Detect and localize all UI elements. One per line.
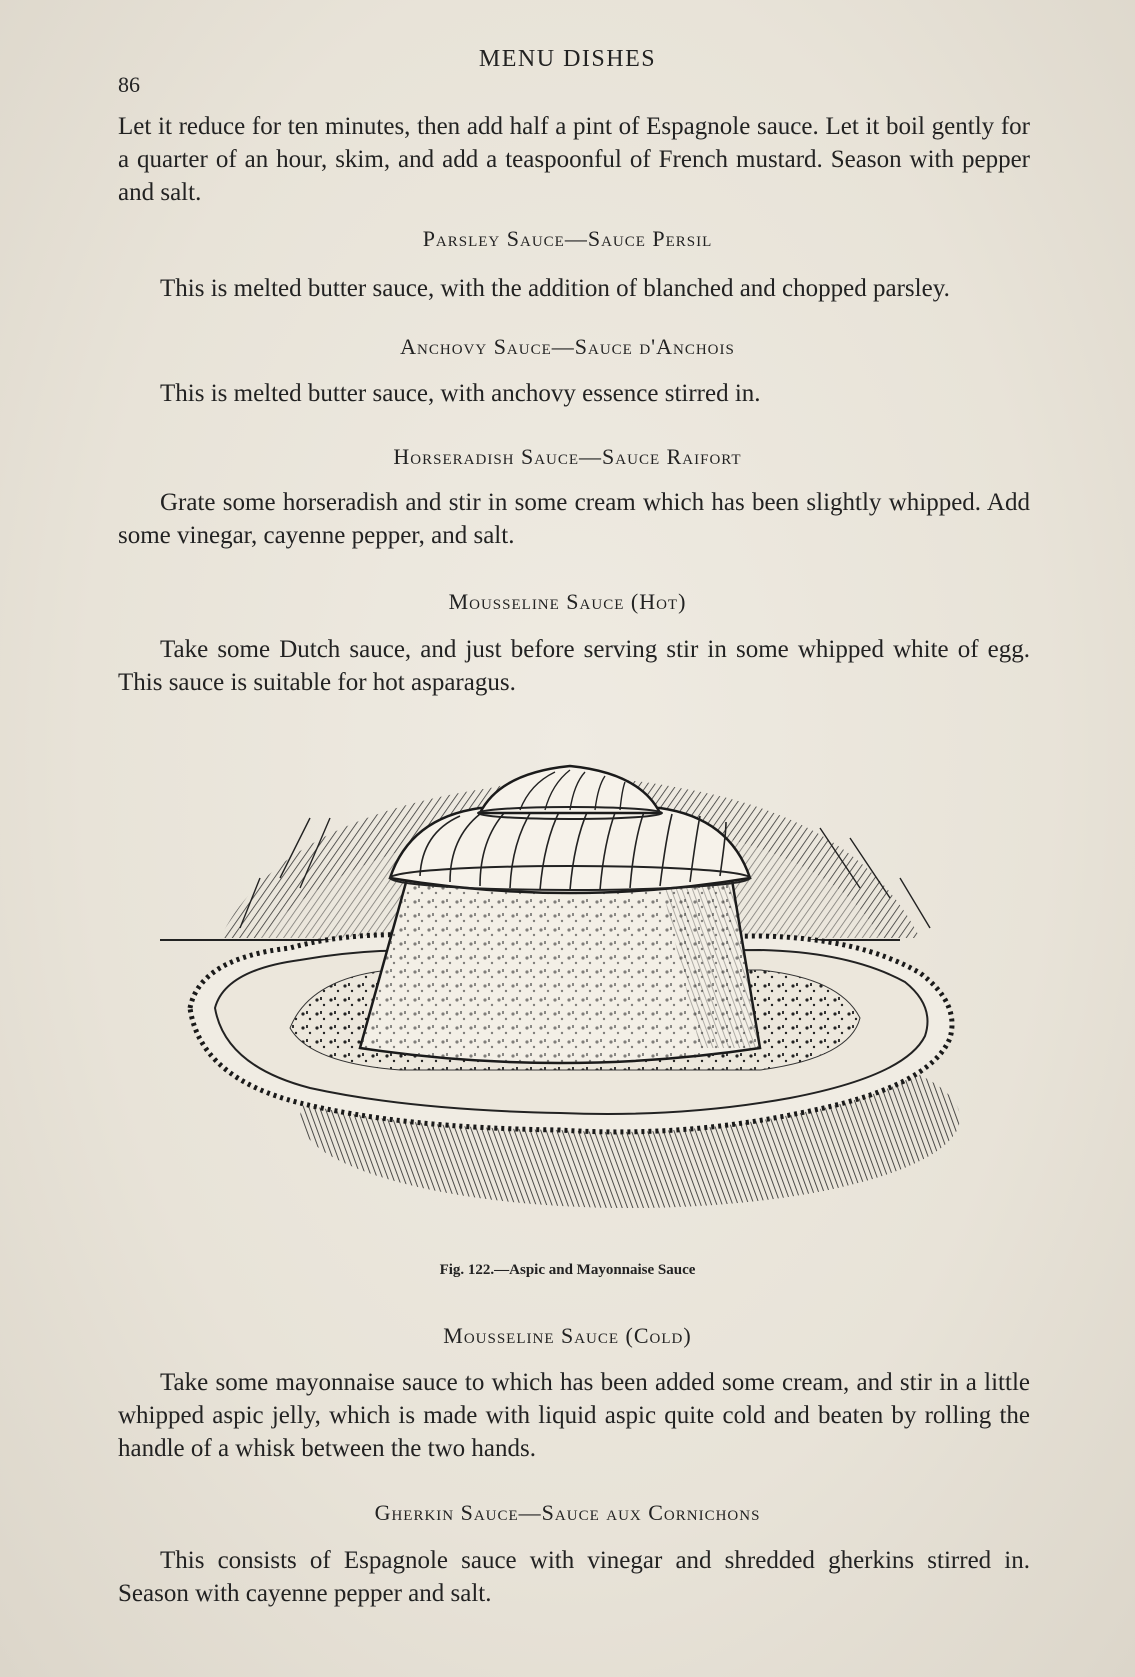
heading-mousseline-sauce-cold: Mousseline Sauce (Cold) <box>443 1323 692 1348</box>
paragraph-anchovy-sauce: This is melted butter sauce, with anchovy essence stirred in. <box>160 380 761 407</box>
figure-caption: Fig. 122.—Aspic and Mayonnaise Sauce <box>439 1262 696 1278</box>
paragraph-parsley-sauce: This is melted butter sauce, with the addition of blanched and chopped parsley. <box>160 275 950 302</box>
paragraph-gherkin-sauce: This consists of Espagnole sauce with vinegar and shredded gherkins stirred in. Season with cayenne pepper and salt. <box>118 1547 1030 1607</box>
heading-anchovy-sauce: Anchovy Sauce—Sauce d'Anchois <box>400 334 735 359</box>
aspic-illustration <box>160 758 1000 1258</box>
continuation-paragraph: Let it reduce for ten minutes, then add half a pint of Espagnole sauce. Let it boil gently for a quarter of an hour, skim, and add a teaspoonful of French mustard. Season with pepper and salt. <box>118 113 1030 206</box>
page-number: 86 <box>118 72 140 97</box>
paragraph-mousseline-sauce-cold: Take some mayonnaise sauce to which has been added some cream, and stir in a little whipped aspic jelly, which is made with liquid aspic quite cold and beaten by rolling the handle of a whisk between the two hands. <box>118 1369 1030 1462</box>
heading-parsley-sauce: Parsley Sauce—Sauce Persil <box>422 226 713 251</box>
paragraph-horseradish-sauce: Grate some horseradish and stir in some cream which has been slightly whipped. Add some vinegar, cayenne pepper, and salt. <box>118 489 1030 549</box>
heading-mousseline-sauce-hot: Mousseline Sauce (Hot) <box>448 589 687 614</box>
heading-gherkin-sauce: Gherkin Sauce—Sauce aux Cornichons <box>374 1500 761 1525</box>
heading-horseradish-sauce: Horseradish Sauce—Sauce Raifort <box>393 444 742 469</box>
paragraph-mousseline-sauce-hot: Take some Dutch sauce, and just before serving stir in some whipped white of egg. This sauce is suitable for hot asparagus. <box>118 636 1030 696</box>
running-title: MENU DISHES <box>478 46 657 72</box>
